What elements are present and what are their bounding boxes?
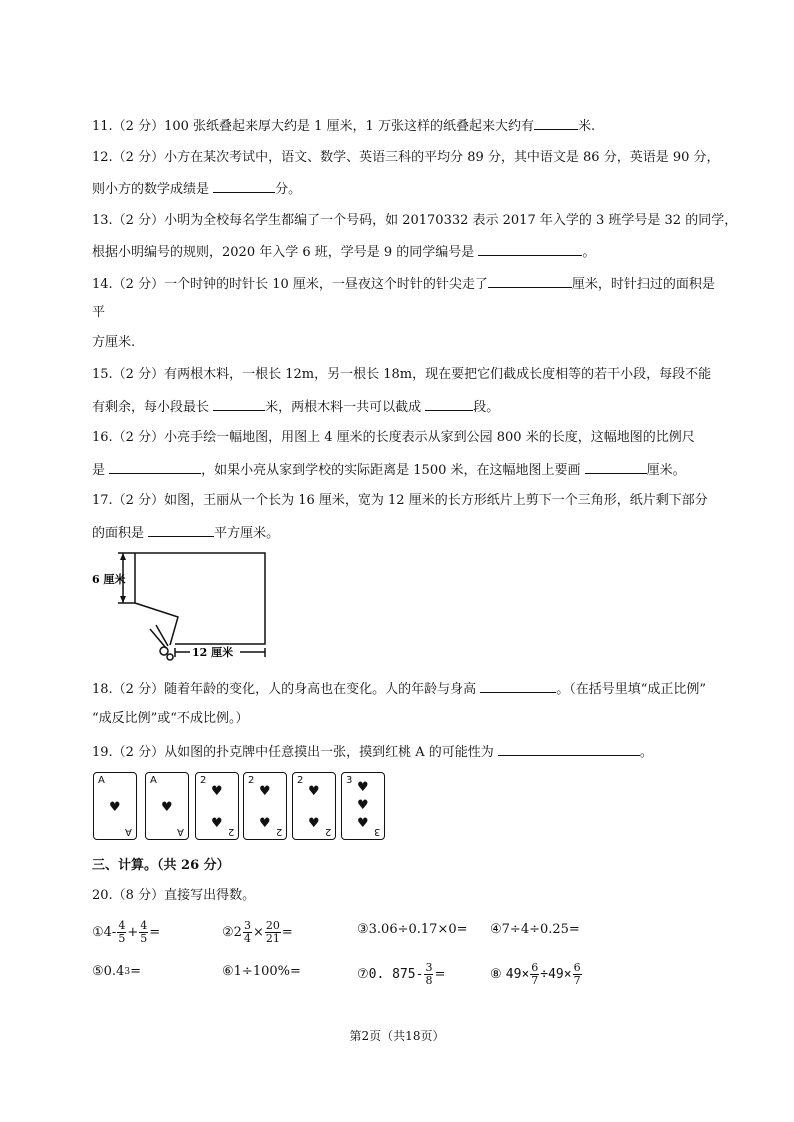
- page-footer: 第2页（共18页）: [349, 1029, 445, 1043]
- calc-8-frac-2: [573, 962, 582, 987]
- card-rank: 3: [346, 775, 353, 786]
- calc-2-whole: 2: [233, 924, 242, 940]
- calc-7-num: ⑦: [357, 966, 369, 982]
- numerator: 20: [265, 919, 280, 932]
- denominator: 4: [243, 932, 251, 945]
- card-rank: 2: [275, 826, 282, 837]
- q14-line3: 方厘米.: [92, 335, 136, 350]
- heart-icon: ♥: [259, 816, 271, 831]
- arrow-head-up: [120, 553, 126, 560]
- q16-blank-2[interactable]: [585, 459, 647, 474]
- calc-1-eq: =: [149, 924, 161, 940]
- q13-line1: 13.（2 分）小明为全校每名学生都编了一个号码，如 20170332 表示 2017 年入学的 3 班学号是 32 的同学，: [92, 213, 738, 228]
- heart-icon: ♥: [308, 784, 320, 799]
- calc-1-term: 4-: [103, 924, 117, 940]
- calc-7-frac: [424, 962, 433, 987]
- q14-blank[interactable]: [488, 273, 572, 288]
- poker-card: [93, 772, 137, 840]
- calc-8-frac-1: [530, 962, 539, 987]
- q15-text-c: 段。: [473, 400, 500, 415]
- card-rank: A: [177, 826, 184, 837]
- calc-5: [92, 962, 141, 982]
- scissors-icon: [160, 647, 168, 655]
- denominator: 7: [531, 974, 539, 987]
- q11: [92, 115, 595, 137]
- q18-text2: 。（在括号里填“成正比例”: [556, 682, 707, 697]
- calc-2: [222, 920, 293, 945]
- card-rank: 3: [373, 826, 380, 837]
- q20-title: 20.（8 分）直接写出得数。: [92, 888, 256, 903]
- q13-text: 根据小明编号的规则，2020 年入学 6 班，学号是 9 的同学编号是: [92, 245, 479, 260]
- calc-5-num: ⑤: [92, 964, 104, 979]
- numerator: 4: [140, 919, 148, 932]
- calc-2-num: ②: [222, 924, 234, 940]
- q15-text-b: 米，两根木料一共可以截成: [265, 400, 426, 415]
- arrow-head-down: [120, 596, 126, 603]
- card-rank: 2: [324, 826, 331, 837]
- q16-text-c: 厘米。: [646, 463, 686, 478]
- heart-icon: ♥: [357, 816, 369, 831]
- denominator: 5: [140, 932, 148, 945]
- calc-5-base: 0.4: [103, 964, 125, 979]
- q12-unit: 分。: [275, 182, 302, 197]
- q16-text-b: ，如果小亮从家到学校的实际距离是 1500 米，在这幅地图上要画: [201, 463, 585, 478]
- denominator: 7: [573, 974, 581, 987]
- q17-blank[interactable]: [148, 522, 214, 537]
- q18-line1: [92, 678, 706, 700]
- calc-3: ③3.06÷0.17×0=: [357, 922, 468, 937]
- q14-line1: [92, 273, 715, 295]
- q13-end: 。: [582, 245, 596, 260]
- q11-blank[interactable]: [534, 115, 578, 130]
- card-rank: A: [98, 775, 105, 786]
- calc-2-frac-1: [243, 920, 252, 945]
- calc-8: [490, 962, 583, 987]
- calc-8-num: ⑧: [490, 966, 502, 982]
- heart-icon: ♥: [357, 780, 369, 795]
- numerator: 6: [531, 961, 539, 974]
- q15-blank-1[interactable]: [213, 396, 265, 411]
- calc-6: ⑥1÷100%=: [222, 964, 301, 979]
- q15-line2: [92, 396, 499, 418]
- q19-text: 19.（2 分）从如图的扑克牌中任意摸出一张，摸到红桃 A 的可能性为: [92, 745, 498, 760]
- calc-1-num: ①: [92, 924, 104, 940]
- heart-icon: ♥: [259, 784, 271, 799]
- calc-7-eq: =: [434, 966, 446, 982]
- q12-line2: [92, 178, 301, 200]
- q15-text-a: 有剩余，每小段最长: [92, 400, 214, 415]
- calc-2-frac-2: [265, 920, 281, 945]
- numerator: 3: [425, 961, 433, 974]
- numerator: 3: [243, 919, 251, 932]
- q16-line1: 16.（2 分）小亮手绘一幅地图，用图上 4 厘米的长度表示从家到公园 800 米的长度，这幅地图的比例尺: [92, 430, 695, 445]
- denominator: 8: [425, 974, 433, 987]
- poker-card: [195, 772, 239, 840]
- q17-line1: 17.（2 分）如图，王丽从一个长为 16 厘米，宽为 12 厘米的长方形纸片上剪下一个三角形，纸片剩下部分: [92, 493, 708, 508]
- denominator: 5: [118, 932, 126, 945]
- calc-7-term: 0. 875-: [368, 966, 424, 982]
- numerator: 6: [573, 961, 581, 974]
- calc-2-eq: =: [281, 924, 293, 940]
- calc-1-frac-1: [117, 920, 126, 945]
- heart-icon: ♥: [211, 784, 223, 799]
- card-rank: 2: [248, 775, 255, 786]
- heart-icon: ♥: [357, 798, 369, 813]
- section-3-title: 三、计算。（共 26 分）: [92, 858, 230, 873]
- card-rank: 2: [227, 826, 234, 837]
- cut-line: [135, 603, 178, 645]
- paper-outline: [135, 553, 265, 644]
- q18-text: 18.（2 分）随着年龄的变化，人的身高也在变化。人的年龄与身高: [92, 682, 481, 697]
- calc-5-eq: =: [130, 964, 141, 979]
- calc-8-term-b: ÷49×: [540, 966, 572, 982]
- q12-line1: 12.（2 分）小方在某次考试中，语文、数学、英语三科的平均分 89 分，其中语文是 86 分，英语是 90 分，: [92, 150, 720, 165]
- q19-blank[interactable]: [498, 741, 640, 756]
- heart-icon: ♥: [308, 816, 320, 831]
- scissors-handle: [167, 654, 173, 660]
- numerator: 4: [118, 919, 126, 932]
- calc-4: ④7÷4÷0.25=: [490, 922, 580, 937]
- heart-icon: ♥: [109, 800, 121, 815]
- q19-end: 。: [639, 745, 653, 760]
- q17-figure: [90, 545, 280, 665]
- q14-line2: 平: [92, 305, 106, 320]
- card-rank: A: [125, 826, 132, 837]
- q11-text: 11.（2 分）100 张纸叠起来厚大约是 1 厘米，1 万张这样的纸叠起来大约有: [92, 119, 534, 134]
- calc-8-term-a: 49×: [505, 966, 530, 982]
- card-rank: 2: [200, 775, 207, 786]
- calc-1-frac-2: [139, 920, 148, 945]
- q18-blank[interactable]: [480, 678, 556, 693]
- poker-card: [145, 772, 189, 840]
- q11-unit: 米.: [577, 119, 596, 134]
- q19-line: [92, 741, 653, 763]
- card-rank: A: [150, 775, 157, 786]
- q17-line2: [92, 522, 279, 544]
- q17-text: 的面积是: [92, 526, 149, 541]
- q13-line2: [92, 241, 595, 263]
- q14-text2: 厘米，时针扫过的面积是: [571, 277, 715, 292]
- denominator: 21: [265, 932, 280, 945]
- q15-blank-2[interactable]: [425, 396, 473, 411]
- poker-card: [243, 772, 287, 840]
- card-rank: 2: [297, 775, 304, 786]
- calc-2-op: ×: [252, 924, 264, 940]
- q16-text-a: 是: [92, 463, 110, 478]
- label-6cm: 6 厘米: [92, 573, 126, 586]
- q12-text: 则小方的数学成绩是: [92, 182, 214, 197]
- q14-text: 14.（2 分）一个时钟的时针长 10 厘米，一昼夜这个时针的针尖走了: [92, 277, 488, 292]
- poker-card: [292, 772, 336, 840]
- calc-1: [92, 920, 160, 945]
- q18-line2: “成反比例”或“不成比例。）: [92, 711, 249, 726]
- q13-blank[interactable]: [478, 241, 582, 256]
- heart-icon: ♥: [211, 816, 223, 831]
- poker-card: [341, 772, 385, 840]
- q17-unit: 平方厘米。: [214, 526, 280, 541]
- q15-line1: 15.（2 分）有两根木料，一根长 12m，另一根长 18m，现在要把它们截成长度相等的若干小段，每段不能: [92, 367, 712, 382]
- q16-line2: [92, 459, 686, 481]
- calc-1-op: +: [127, 924, 139, 940]
- q12-blank[interactable]: [213, 178, 275, 193]
- label-12cm: 12 厘米: [192, 646, 234, 659]
- q16-blank-1[interactable]: [109, 459, 201, 474]
- calc-7: [357, 962, 445, 987]
- heart-icon: ♥: [161, 800, 173, 815]
- calc-5-exp: 3: [124, 967, 131, 977]
